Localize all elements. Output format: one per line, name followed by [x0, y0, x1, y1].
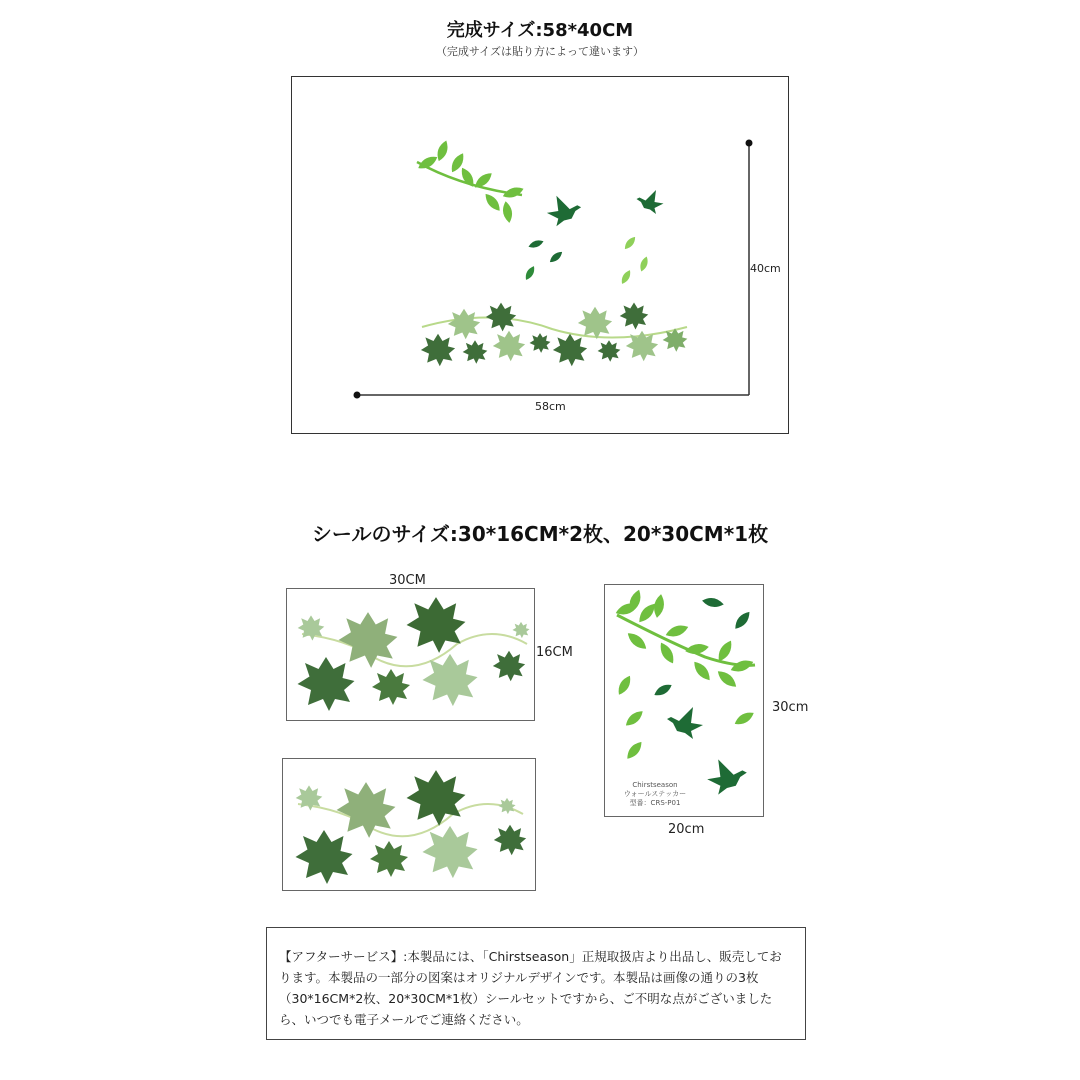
width-label: 58cm: [535, 400, 566, 413]
sticker-size-title: シールのサイズ:30*16CM*2枚、20*30CM*1枚: [311, 522, 769, 546]
bird-icon: [547, 196, 581, 226]
completed-illustration: [292, 77, 787, 432]
sheet1-width-label: 30CM: [389, 573, 426, 588]
after-service-notice: [266, 927, 806, 1040]
brand-label: [615, 781, 695, 808]
sticker-sheet-1: [286, 588, 535, 721]
falling-leaves: [523, 235, 650, 286]
completed-size-title: 完成サイズ:58*40CM: [446, 20, 634, 41]
completed-diagram-frame: [291, 76, 789, 434]
dimension-lines: [354, 140, 753, 399]
bird-icon: [667, 707, 703, 739]
brand-product: ウォールステッカー: [623, 790, 687, 798]
sticker-sheet-2: [282, 758, 536, 891]
completed-size-note: （完成サイズは貼り方によって違います）: [435, 45, 645, 58]
bird-icon: [707, 759, 747, 794]
grape-vine-illustration: [283, 759, 535, 890]
leaf-branch: [416, 139, 525, 224]
sticker-sheet-3: [604, 584, 764, 817]
grape-vine: [421, 303, 687, 367]
sheet3-width-label: 20cm: [668, 822, 705, 837]
brand-name: Chirstseason: [632, 781, 678, 789]
height-label: 40cm: [750, 262, 781, 275]
brand-model: 型番：CRS-P01: [629, 799, 681, 807]
notice-text: 【アフターサービス】:本製品には、「Chirstseason」正規取扱店より出品し、販売しております。本製品の一部分の図案はオリジナルデザインです。本製品は画像の通りの3枚（30*16CM*2枚、20*30CM*1枚）シールセットですから、ご不明な点がございましたら、いつでも電子メールでご連絡ください。: [279, 949, 782, 1027]
sheet1-height-label: 16CM: [536, 645, 573, 660]
sheet3-height-label: 30cm: [772, 700, 809, 715]
grape-vine-illustration: [287, 589, 534, 720]
bird-icon: [637, 190, 664, 214]
